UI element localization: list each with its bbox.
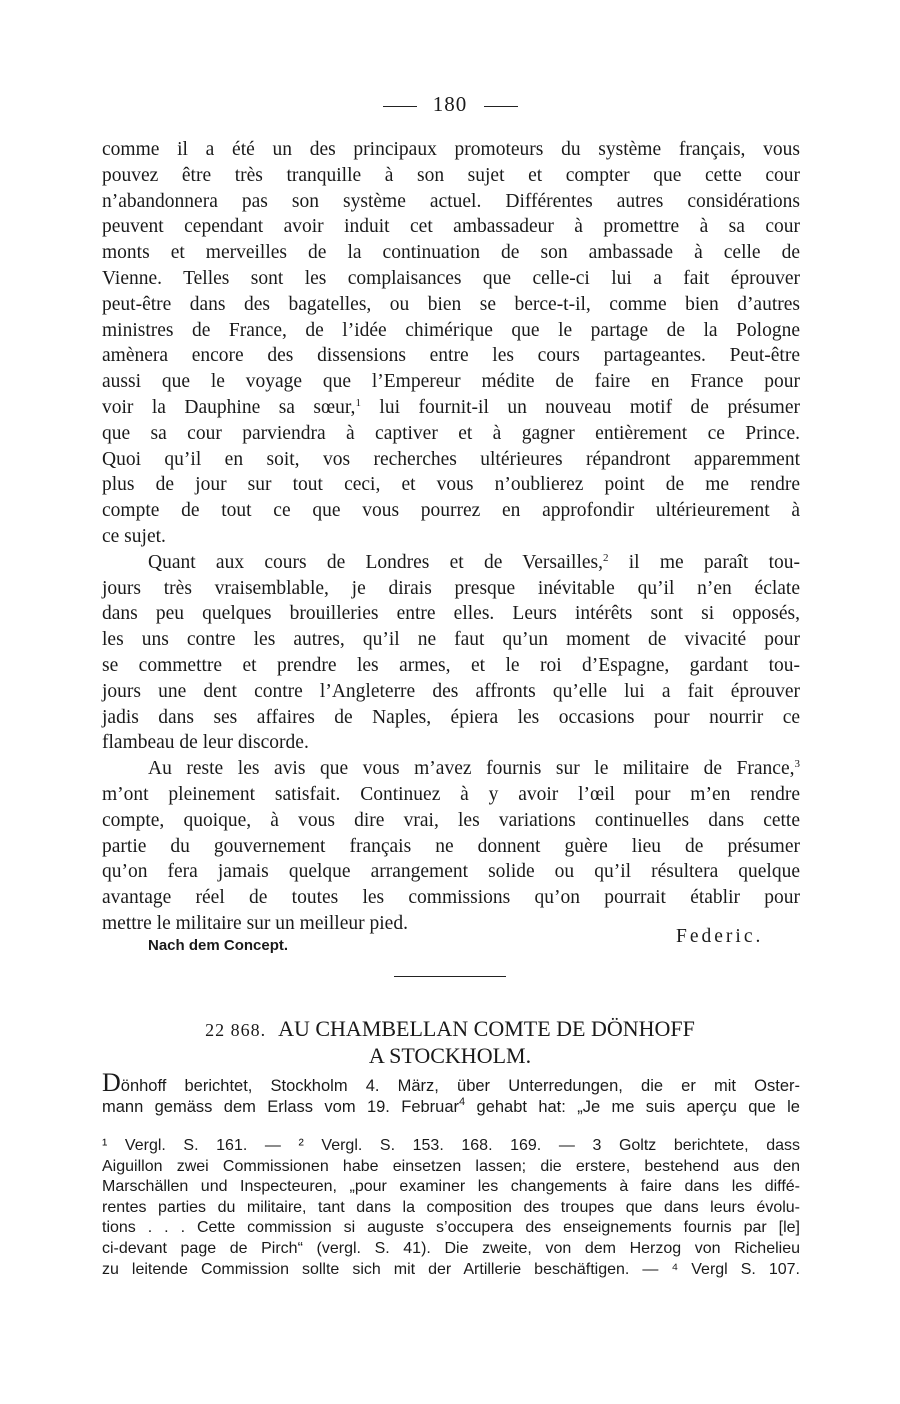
- paragraph-1: [102, 137, 800, 550]
- text-line: aussi que le voyage que l’Empereur médite de faire en France pour: [102, 371, 800, 393]
- footnotes: [102, 1136, 800, 1280]
- letter-summary: [102, 1068, 800, 1118]
- text-line: ce sujet.: [102, 525, 166, 547]
- text-line: n’abandonnera pas son système actuel. Différentes autres considérations: [102, 190, 800, 212]
- letter-heading: [0, 1016, 900, 1069]
- text-line: [102, 1068, 800, 1097]
- text-line: peut-être dans des bagatelles, ou bien se berce-t-il, comme bien d’autres: [102, 293, 800, 315]
- page-header: [0, 92, 900, 117]
- section-divider: [394, 976, 506, 977]
- text-line: compte, quoique, à vous dire vrai, les variations continuelles dans cette: [102, 809, 800, 831]
- text-line: dans peu quelques brouilleries entre elles. Leurs intérêts sont si opposés,: [102, 603, 800, 625]
- text-line: mettre le militaire sur un meilleur pied.: [102, 912, 408, 934]
- text-line: m’ont pleinement satisfait. Continuez à y avoir l’œil pour m’en rendre: [102, 783, 800, 805]
- heading-addressee: AU CHAMBELLAN COMTE DE DÖNHOFF: [278, 1016, 695, 1041]
- footnote-mark: 4: [459, 1096, 466, 1108]
- text-line: jadis dans ses affaires de Naples, épiera les occasions pour nourrir ce: [102, 706, 800, 728]
- text-line: se commettre et prendre les armes, et le roi d’Espagne, gardant tou-: [102, 654, 800, 676]
- text-line: plus de jour sur tout ceci, et vous n’oublierez point de me rendre: [102, 474, 800, 496]
- text-line: [102, 1097, 800, 1118]
- text-line: que sa cour parviendra à captiver et à gagner entièrement ce Prince.: [102, 422, 800, 444]
- text-line: avantage réel de toutes les commissions qu’on pourrait établir pour: [102, 887, 800, 909]
- footnote-line: ci-devant page de Pirch“ (vergl. S. 41). Die zweite, von dem Herzog von Richelieu: [102, 1239, 800, 1257]
- text-line: flambeau de leur discorde.: [102, 732, 309, 754]
- paragraph-2: [102, 550, 800, 756]
- text-fragment: önhoff berichtet, Stockholm 4. März, über Unterredungen, die er mit Oster-: [120, 1077, 800, 1095]
- letter-number: 22 868.: [205, 1020, 267, 1040]
- text-line: [102, 756, 800, 782]
- source-note: Nach dem Concept.: [148, 937, 289, 954]
- text-fragment: Au reste les avis que vous m’avez fournis sur le militaire de France,: [148, 758, 795, 780]
- text-line: [102, 395, 800, 421]
- text-line: ministres de France, de l’idée chimérique que le partage de la Pologne: [102, 319, 800, 341]
- header-dash-left: [383, 106, 417, 107]
- text-line: comme il a été un des principaux promoteurs du système français, vous: [102, 139, 800, 160]
- text-line: les uns contre les autres, qu’il ne faut qu’un moment de vivacité pour: [102, 629, 800, 651]
- heading-line-1: [0, 1016, 900, 1043]
- initial-letter: D: [102, 1068, 121, 1097]
- text-fragment: voir la Dauphine sa sœur,: [102, 396, 356, 418]
- footnote-mark: 2: [602, 551, 609, 564]
- text-line: [102, 550, 800, 576]
- text-line: jours une dent contre l’Angleterre des affronts qu’elle lui a fait éprouver: [102, 680, 800, 702]
- text-line: monts et merveilles de la continuation de son ambassade à celle de: [102, 242, 800, 264]
- text-line: jours très vraisemblable, je dirais presque inévitable qu’il n’en éclate: [102, 577, 800, 599]
- footnote-mark: 3: [794, 758, 800, 771]
- text-line: compte de tout ce que vous pourrez en approfondir ultérieurement à: [102, 500, 800, 522]
- text-fragment: mann gemäss dem Erlass vom 19. Februar: [102, 1098, 460, 1116]
- text-fragment: il me paraît tou-: [608, 551, 800, 573]
- text-line: pouvez être très tranquille à son sujet et compter que cette cour: [102, 164, 800, 186]
- paragraph-3: [102, 756, 800, 937]
- heading-line-2: A STOCKHOLM.: [368, 1043, 532, 1068]
- footnote-line: rentes parties du militaire, tant dans la composition des troupes que dans leurs évolu-: [102, 1198, 800, 1216]
- header-dash-right: [484, 106, 518, 107]
- text-line: amènera encore des dissensions entre les cours partageantes. Peut-être: [102, 345, 800, 367]
- text-line: peuvent cependant avoir induit cet ambassadeur à promettre à sa cour: [102, 216, 800, 238]
- footnote-line: tions . . . Cette commission si auguste s’occupera des enseignements fournis par [le]: [102, 1219, 800, 1237]
- text-line: Quoi qu’il en soit, vos recherches ultérieures répandront apparemment: [102, 448, 800, 470]
- footnote-line: ¹ Vergl. S. 161. — ² Vergl. S. 153. 168. 169. — 3 Goltz berichtete, dass: [102, 1137, 800, 1154]
- text-fragment: Quant aux cours de Londres et de Versailles,: [148, 551, 603, 573]
- text-line: partie du gouvernement français ne donnent guère lieu de présumer: [102, 835, 800, 857]
- footnote-mark: 1: [355, 396, 361, 409]
- text-line: Vienne. Telles sont les complaisances que celle-ci lui a fait éprouver: [102, 267, 800, 289]
- page-number: 180: [432, 92, 468, 116]
- text-fragment: lui fournit-il un nouveau motif de présumer: [360, 396, 800, 418]
- footnote-line: zu leitende Commission sollte sich mit der Artillerie beschäftigen. — ⁴ Vergl S. 107.: [102, 1260, 800, 1278]
- signature: Federic.: [676, 926, 764, 947]
- text-line: qu’on fera jamais quelque arrangement solide ou qu’il résultera quelque: [102, 861, 800, 883]
- text-fragment: gehabt hat: „Je me suis aperçu que le: [465, 1098, 800, 1116]
- footnote-line: Marschällen und Inspecteuren, „pour examiner les changements à faire dans les diffé-: [102, 1178, 800, 1196]
- footnote-line: Aiguillon zwei Commissionen habe einsetzen lassen; die erstere, bestehend aus den: [102, 1157, 800, 1175]
- letter-body: [102, 137, 800, 937]
